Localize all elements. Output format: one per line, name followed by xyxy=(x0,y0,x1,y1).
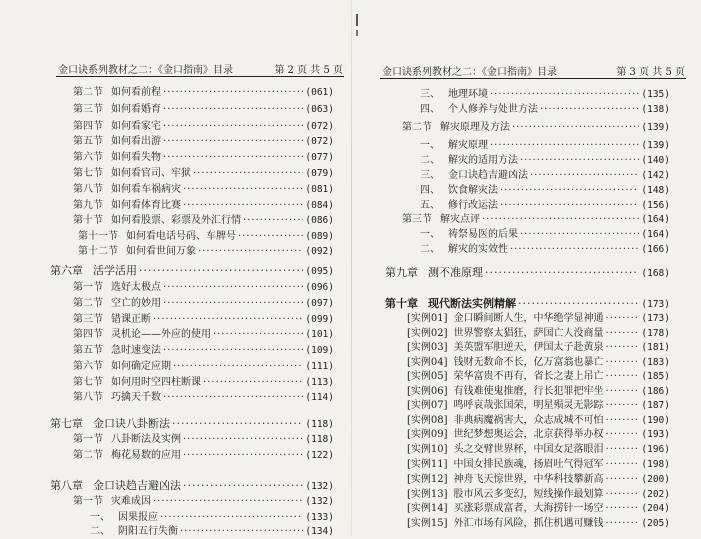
toc-chapter-row xyxy=(385,297,670,312)
toc-case-row xyxy=(407,502,670,516)
toc-case-row xyxy=(407,312,670,326)
toc-chapter-row xyxy=(385,266,670,281)
toc-entry-title: 荣华富贵不再有，省长之妻上吊亡 xyxy=(453,371,604,382)
toc-entry-number: 一、 xyxy=(420,140,440,151)
toc-entry-page: (063) xyxy=(305,104,334,115)
toc-leader-dots xyxy=(482,213,639,227)
toc-entry-page: (118) xyxy=(305,419,334,430)
toc-entry-number: [实例06] xyxy=(407,386,448,397)
toc-leader-dots xyxy=(139,264,303,278)
toc-chapter-row xyxy=(50,264,334,279)
toc-entry-title: 金口瞬间断人生，中华绝学显神通 xyxy=(453,313,604,324)
toc-entry-number: 第五节 xyxy=(73,136,103,147)
toc-entry-page: (187) xyxy=(641,400,670,411)
toc-leader-dots xyxy=(530,169,639,183)
toc-entry-title: 灾难成因 xyxy=(111,496,151,507)
left-header-title: 金口诀系列教材之二：《金口指南》目录 xyxy=(58,65,233,76)
toc-entry-number: [实例14] xyxy=(407,503,448,514)
toc-leader-dots xyxy=(606,370,640,384)
toc-entry-number: [实例12] xyxy=(407,474,448,485)
toc-row xyxy=(90,511,334,525)
right-page xyxy=(352,0,701,536)
toc-entry-number: 三、 xyxy=(420,170,440,181)
toc-leader-dots xyxy=(198,245,303,259)
toc-entry-page: (164) xyxy=(641,229,670,240)
toc-leader-dots xyxy=(606,473,640,487)
toc-leader-dots xyxy=(153,495,303,509)
toc-entry-title: 选好太极点 xyxy=(111,282,161,293)
toc-leader-dots xyxy=(606,341,640,355)
toc-entry-page: (139) xyxy=(641,140,670,151)
toc-row xyxy=(73,167,334,181)
toc-entry-number: 第八节 xyxy=(73,184,103,195)
right-header-title: 金口诀系列教材之二：《金口指南》目录 xyxy=(382,67,557,78)
toc-entry-title: 中国女排民族魂，扬眉吐气得冠军 xyxy=(453,459,604,470)
toc-entry-number: 第十二节 xyxy=(78,246,118,257)
toc-chapter-row xyxy=(50,479,334,494)
toc-entry-page: (173) xyxy=(641,299,670,310)
toc-entry-number: 第三节 xyxy=(402,214,432,225)
toc-row xyxy=(73,103,334,117)
toc-entry-title: 八卦断法及实例 xyxy=(111,434,181,445)
toc-entry-page: (072) xyxy=(305,121,334,132)
toc-entry-page: (081) xyxy=(305,184,334,195)
toc-row xyxy=(78,230,334,244)
toc-entry-title: 鸣呼哀哉张国荣，明星殒灵无影踪 xyxy=(453,400,604,411)
toc-entry-title: 美英盟军胆逆天，伊国太子赴黄泉 xyxy=(453,342,604,353)
toc-entry-page: (099) xyxy=(305,314,334,325)
toc-entry-number: 第七节 xyxy=(73,377,103,388)
toc-leader-dots xyxy=(163,344,303,358)
toc-case-row xyxy=(407,399,670,413)
toc-entry-number: 第二节 xyxy=(73,450,103,461)
toc-entry-title: 地理环境 xyxy=(448,89,488,100)
toc-leader-dots xyxy=(243,214,303,228)
toc-entry-number: [实例11] xyxy=(407,459,448,470)
toc-entry-page: (096) xyxy=(305,282,334,293)
left-page xyxy=(0,0,352,536)
toc-row xyxy=(420,88,670,102)
toc-entry-number: [实例02] xyxy=(407,328,448,339)
toc-row xyxy=(420,199,670,213)
toc-row xyxy=(73,328,334,342)
toc-entry-page: (089) xyxy=(305,231,334,242)
toc-entry-title: 修行改运法 xyxy=(448,200,498,211)
toc-entry-title: 如何看体育比赛 xyxy=(111,200,181,211)
toc-entry-title: 如何看车祸病灾 xyxy=(111,184,181,195)
toc-entry-number: 第四节 xyxy=(73,121,103,132)
toc-leader-dots xyxy=(183,183,303,197)
toc-leader-dots xyxy=(606,458,640,472)
toc-entry-page: (198) xyxy=(641,459,670,470)
toc-entry-title: 梅花易数的应用 xyxy=(111,450,181,461)
left-page-header xyxy=(58,61,343,76)
toc-entry-page: (156) xyxy=(641,200,670,211)
toc-entry-number: 第九章 xyxy=(385,266,418,279)
toc-case-row xyxy=(407,341,670,355)
toc-leader-dots xyxy=(163,391,303,405)
toc-entry-page: (168) xyxy=(641,268,670,279)
toc-leader-dots xyxy=(180,525,303,539)
toc-leader-dots xyxy=(490,139,639,153)
toc-leader-dots xyxy=(606,414,640,428)
right-header-page-info: 第 3 页 共 5 页 xyxy=(616,67,685,78)
toc-entry-title: 活学活用 xyxy=(93,264,137,277)
toc-entry-number: 第十一节 xyxy=(78,231,118,242)
toc-entry-title: 现代断法实例精解 xyxy=(428,297,516,310)
toc-entry-title: 如何看电话号码、车牌号 xyxy=(126,231,236,242)
toc-entry-number: [实例01] xyxy=(407,313,448,324)
toc-row xyxy=(73,297,334,311)
toc-entry-number: 第一节 xyxy=(73,282,103,293)
toc-entry-page: (196) xyxy=(641,444,670,455)
toc-entry-page: (134) xyxy=(305,526,334,537)
right-page-header xyxy=(382,63,685,78)
toc-entry-title: 股市风云多变幻，短线操作最划算 xyxy=(453,489,604,500)
toc-entry-title: 解灾原理及方法 xyxy=(440,122,510,133)
toc-entry-title: 测不准原理 xyxy=(428,266,483,279)
toc-entry-number: [实例07] xyxy=(407,400,448,411)
toc-chapter-row xyxy=(50,417,334,432)
toc-entry-title: 金口诀趋吉避凶法 xyxy=(93,479,181,492)
toc-entry-number: 一、 xyxy=(420,229,440,240)
toc-leader-dots xyxy=(540,103,639,117)
toc-row xyxy=(90,525,334,539)
toc-leader-dots xyxy=(160,511,303,525)
toc-entry-page: (135) xyxy=(641,89,670,100)
toc-entry-number: 第八章 xyxy=(50,479,83,492)
toc-leader-dots xyxy=(512,121,639,135)
toc-case-row xyxy=(407,428,670,442)
toc-case-row xyxy=(407,488,670,502)
toc-leader-dots xyxy=(163,297,303,311)
toc-leader-dots xyxy=(203,376,303,390)
toc-entry-page: (200) xyxy=(641,474,670,485)
toc-leader-dots xyxy=(606,517,640,531)
toc-leader-dots xyxy=(485,266,639,280)
toc-row xyxy=(73,495,334,509)
toc-case-row xyxy=(407,458,670,472)
toc-leader-dots xyxy=(213,328,303,342)
toc-leader-dots xyxy=(153,313,303,327)
toc-leader-dots xyxy=(606,428,640,442)
toc-entry-page: (072) xyxy=(305,136,334,147)
toc-entry-page: (183) xyxy=(641,357,670,368)
toc-entry-number: 一、 xyxy=(90,512,110,523)
toc-entry-title: 解灾的实效性 xyxy=(448,244,508,255)
toc-entry-number: 三、 xyxy=(420,89,440,100)
toc-leader-dots xyxy=(520,228,639,242)
toc-entry-number: [实例03] xyxy=(407,342,448,353)
toc-row xyxy=(73,199,334,213)
toc-entry-title: 非典病魔祸害大，众志成城不可怕 xyxy=(453,415,604,426)
toc-entry-page: (140) xyxy=(641,155,670,166)
toc-entry-number: [实例04] xyxy=(407,357,448,368)
toc-entry-title: 外汇市场有风险，抓住机遇可赚钱 xyxy=(453,518,604,529)
toc-row xyxy=(78,245,334,259)
toc-entry-page: (205) xyxy=(641,518,670,529)
toc-entry-title: 如何看婚育 xyxy=(111,104,161,115)
toc-entry-number: 四、 xyxy=(420,104,440,115)
toc-leader-dots xyxy=(606,502,640,516)
toc-entry-title: 解灾的适用方法 xyxy=(448,155,518,166)
toc-entry-number: 第六节 xyxy=(73,152,103,163)
toc-entry-page: (142) xyxy=(641,170,670,181)
toc-case-row xyxy=(407,414,670,428)
toc-case-row xyxy=(407,385,670,399)
toc-case-row xyxy=(407,356,670,370)
toc-row xyxy=(420,228,670,242)
toc-entry-page: (181) xyxy=(641,342,670,353)
toc-leader-dots xyxy=(606,327,640,341)
toc-row xyxy=(420,103,670,117)
toc-row xyxy=(73,360,334,374)
toc-leader-dots xyxy=(606,399,640,413)
toc-leader-dots xyxy=(163,120,303,134)
toc-leader-dots xyxy=(520,154,639,168)
toc-leader-dots xyxy=(518,297,639,311)
toc-row xyxy=(73,135,334,149)
toc-entry-page: (114) xyxy=(305,392,334,403)
toc-entry-title: 金口诀趋吉避凶法 xyxy=(448,170,528,181)
toc-row xyxy=(420,154,670,168)
toc-entry-page: (086) xyxy=(305,215,334,226)
toc-entry-title: 祷祭易医的后果 xyxy=(448,229,518,240)
toc-entry-title: 如何确定应期 xyxy=(111,361,171,372)
toc-entry-page: (166) xyxy=(641,244,670,255)
toc-entry-page: (118) xyxy=(305,434,334,445)
toc-entry-number: [实例15] xyxy=(407,518,448,529)
toc-case-row xyxy=(407,327,670,341)
toc-entry-title: 如何看家宅 xyxy=(111,121,161,132)
toc-entry-title: 饮食解灾法 xyxy=(448,185,498,196)
toc-case-row xyxy=(407,370,670,384)
toc-entry-page: (139) xyxy=(641,122,670,133)
toc-entry-page: (109) xyxy=(305,345,334,356)
toc-entry-title: 世界警察太猖狂，萨国亡人没商量 xyxy=(453,328,604,339)
toc-leader-dots xyxy=(500,184,639,198)
toc-entry-page: (148) xyxy=(641,185,670,196)
toc-leader-dots xyxy=(193,167,303,181)
toc-leader-dots xyxy=(172,417,303,431)
toc-entry-title: 急时速变法 xyxy=(111,345,161,356)
toc-leader-dots xyxy=(183,433,303,447)
toc-entry-number: 第八节 xyxy=(73,392,103,403)
toc-entry-page: (193) xyxy=(641,429,670,440)
toc-entry-title: 个人修养与处世方法 xyxy=(448,104,538,115)
toc-entry-page: (204) xyxy=(641,503,670,514)
toc-entry-number: 二、 xyxy=(90,526,110,537)
toc-entry-number: 第二节 xyxy=(73,298,103,309)
toc-entry-title: 灵机论——外应的使用 xyxy=(111,329,211,340)
toc-entry-page: (122) xyxy=(305,450,334,461)
toc-entry-title: 如何看失物 xyxy=(111,152,161,163)
toc-row xyxy=(73,376,334,390)
toc-entry-title: 世纪梦想奥运会，北京获得举办权 xyxy=(453,429,604,440)
toc-row xyxy=(73,449,334,463)
toc-row xyxy=(420,184,670,198)
toc-entry-page: (164) xyxy=(641,214,670,225)
toc-case-row xyxy=(407,517,670,531)
right-header-rule xyxy=(380,78,686,79)
toc-leader-dots xyxy=(606,443,640,457)
toc-entry-number: 第二节 xyxy=(73,87,103,98)
toc-entry-page: (079) xyxy=(305,168,334,179)
toc-leader-dots xyxy=(606,488,640,502)
toc-leader-dots xyxy=(183,479,303,493)
toc-entry-title: 金口诀八卦断法 xyxy=(93,417,170,430)
toc-leader-dots xyxy=(500,199,639,213)
toc-entry-page: (138) xyxy=(641,104,670,115)
toc-row xyxy=(73,151,334,165)
toc-entry-number: 第六节 xyxy=(73,361,103,372)
toc-entry-title: 解灾点评 xyxy=(440,214,480,225)
toc-case-row xyxy=(407,443,670,457)
toc-entry-number: 第四节 xyxy=(73,329,103,340)
toc-entry-number: [实例13] xyxy=(407,489,448,500)
toc-entry-number: 第三节 xyxy=(73,104,103,115)
toc-entry-number: [实例05] xyxy=(407,371,448,382)
toc-leader-dots xyxy=(163,103,303,117)
toc-leader-dots xyxy=(238,230,303,244)
toc-entry-title: 解灾原理 xyxy=(448,140,488,151)
toc-entry-page: (084) xyxy=(305,200,334,211)
toc-entry-number: 第十节 xyxy=(73,215,103,226)
toc-entry-page: (061) xyxy=(305,87,334,98)
toc-row xyxy=(420,139,670,153)
toc-entry-page: (133) xyxy=(305,512,334,523)
toc-entry-number: 第一节 xyxy=(73,434,103,445)
toc-row xyxy=(402,121,670,135)
left-header-rule xyxy=(56,76,344,77)
toc-entry-title: 如何看出游 xyxy=(111,136,161,147)
toc-entry-page: (185) xyxy=(641,371,670,382)
toc-leader-dots xyxy=(606,356,640,370)
toc-entry-number: [实例10] xyxy=(407,444,448,455)
toc-entry-title: 神舟飞天惊世界，中华科技攀新高 xyxy=(453,474,604,485)
toc-entry-number: 第二节 xyxy=(402,122,432,133)
toc-entry-title: 如何用时空四柱断课 xyxy=(111,377,201,388)
toc-row xyxy=(420,243,670,257)
toc-entry-page: (097) xyxy=(305,298,334,309)
toc-row xyxy=(73,281,334,295)
toc-entry-number: 第三节 xyxy=(73,314,103,325)
toc-entry-number: [实例08] xyxy=(407,415,448,426)
toc-row xyxy=(73,344,334,358)
toc-leader-dots xyxy=(163,86,303,100)
toc-entry-page: (113) xyxy=(305,377,334,388)
toc-entry-title: 如何看官司、牢狱 xyxy=(111,168,191,179)
toc-entry-number: 第一节 xyxy=(73,496,103,507)
toc-row xyxy=(73,214,334,228)
toc-leader-dots xyxy=(490,88,639,102)
toc-case-row xyxy=(407,473,670,487)
toc-entry-title: 因果报应 xyxy=(118,512,158,523)
toc-entry-page: (092) xyxy=(305,246,334,257)
toc-entry-page: (132) xyxy=(305,496,334,507)
toc-leader-dots xyxy=(163,151,303,165)
toc-entry-number: 二、 xyxy=(420,244,440,255)
toc-entry-number: 第十章 xyxy=(385,297,418,310)
toc-entry-title: 错课正断 xyxy=(111,314,151,325)
toc-entry-title: 如何看股票、彩票及外汇行情 xyxy=(111,215,241,226)
toc-leader-dots xyxy=(606,312,640,326)
toc-row xyxy=(420,169,670,183)
toc-entry-number: 第五节 xyxy=(73,345,103,356)
toc-entry-title: 头之交臂世界杯，中国女足落眼泪 xyxy=(453,444,604,455)
toc-leader-dots xyxy=(606,385,640,399)
toc-entry-title: 如何看世间万象 xyxy=(126,246,196,257)
toc-leader-dots xyxy=(173,360,303,374)
toc-row xyxy=(73,433,334,447)
toc-entry-title: 钱财无数命不长，亿万富翁也暴亡 xyxy=(453,357,604,368)
toc-entry-title: 有钱难使鬼推磨，行长犯罪把牢坐 xyxy=(453,386,604,397)
toc-entry-page: (095) xyxy=(305,266,334,277)
toc-entry-page: (202) xyxy=(641,489,670,500)
toc-entry-number: 四、 xyxy=(420,185,440,196)
toc-entry-title: 如何看前程 xyxy=(111,87,161,98)
toc-leader-dots xyxy=(183,449,303,463)
toc-entry-number: 二、 xyxy=(420,155,440,166)
toc-entry-page: (173) xyxy=(641,313,670,324)
toc-entry-page: (132) xyxy=(305,481,334,492)
toc-row xyxy=(73,391,334,405)
toc-entry-number: 第七节 xyxy=(73,168,103,179)
toc-entry-number: 五、 xyxy=(420,200,440,211)
toc-entry-title: 巧擒天千数 xyxy=(111,392,161,403)
toc-entry-number: 第九节 xyxy=(73,200,103,211)
toc-entry-page: (178) xyxy=(641,328,670,339)
left-header-page-info: 第 2 页 共 5 页 xyxy=(274,65,343,76)
toc-leader-dots xyxy=(163,135,303,149)
toc-entry-page: (190) xyxy=(641,415,670,426)
toc-entry-number: [实例09] xyxy=(407,429,448,440)
toc-row xyxy=(73,313,334,327)
toc-entry-title: 空亡的妙用 xyxy=(111,298,161,309)
toc-entry-page: (111) xyxy=(305,361,334,372)
toc-leader-dots xyxy=(163,281,303,295)
toc-entry-page: (186) xyxy=(641,386,670,397)
toc-entry-title: 阴阳五行失衡 xyxy=(118,526,178,537)
toc-row xyxy=(73,120,334,134)
toc-entry-number: 第六章 xyxy=(50,264,83,277)
toc-row xyxy=(402,213,670,227)
toc-row xyxy=(73,183,334,197)
toc-entry-page: (077) xyxy=(305,152,334,163)
toc-entry-page: (101) xyxy=(305,329,334,340)
toc-row xyxy=(73,86,334,100)
toc-entry-title: 买涨彩票成富者，大海捞针一场空 xyxy=(453,503,604,514)
toc-leader-dots xyxy=(183,199,303,213)
toc-entry-number: 第七章 xyxy=(50,417,83,430)
toc-leader-dots xyxy=(510,243,639,257)
